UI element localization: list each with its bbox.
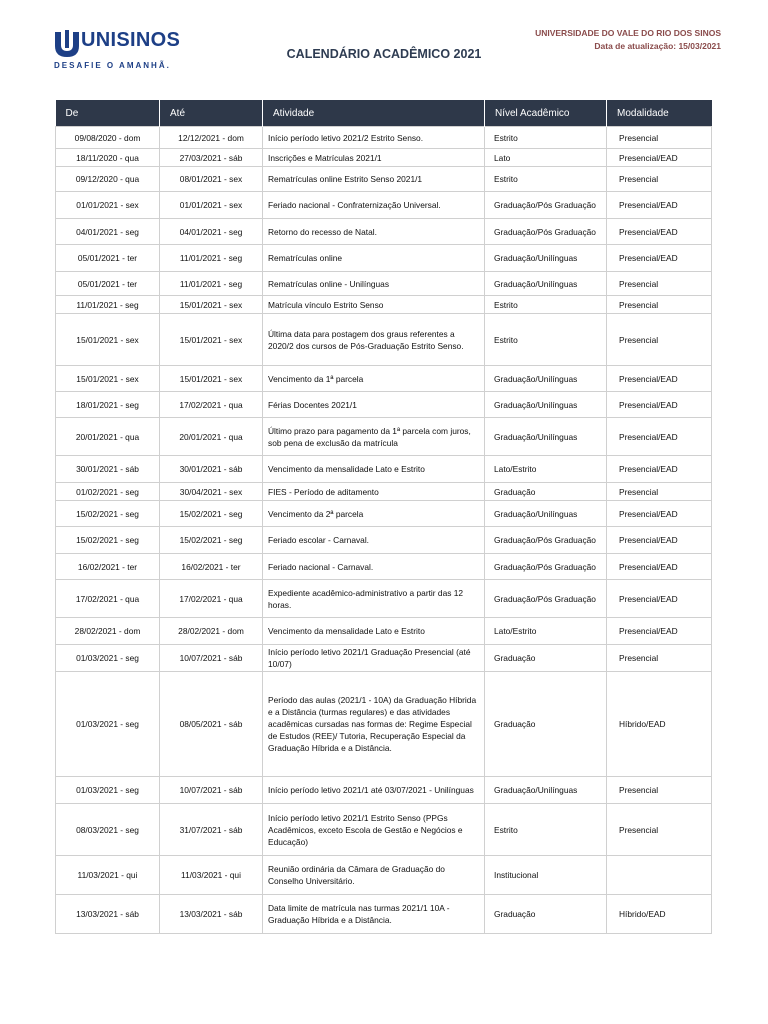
cell-nivel: Graduação/Unilínguas	[485, 501, 607, 527]
cell-atividade: Data limite de matrícula nas turmas 2021/1 10A - Graduação Híbrida e a Distância.	[263, 895, 485, 934]
table-row	[56, 777, 712, 804]
cell-modalidade: Presencial/EAD	[607, 418, 712, 456]
cell-atividade: Último prazo para pagamento da 1ª parcela com juros, sob pena de exclusão da matrícula	[263, 418, 485, 456]
logo-tagline: DESAFIE O AMANHÃ.	[54, 61, 171, 70]
cell-nivel: Lato/Estrito	[485, 618, 607, 645]
table-row	[56, 296, 712, 314]
table-row	[56, 501, 712, 527]
table-row	[56, 483, 712, 501]
cell-nivel: Graduação/Unilínguas	[485, 392, 607, 418]
table-row	[56, 645, 712, 672]
cell-atividade: Matrícula vínculo Estrito Senso	[263, 296, 485, 314]
cell-modalidade: Presencial/EAD	[607, 554, 712, 580]
cell-modalidade: Presencial	[607, 296, 712, 314]
cell-nivel: Institucional	[485, 856, 607, 895]
table-row	[56, 856, 712, 895]
cell-de: 13/03/2021 - sáb	[56, 895, 160, 934]
table-row	[56, 219, 712, 245]
cell-modalidade: Presencial/EAD	[607, 245, 712, 272]
cell-modalidade: Presencial	[607, 804, 712, 856]
column-header-ate: Até	[160, 100, 263, 127]
cell-ate: 13/03/2021 - sáb	[160, 895, 263, 934]
cell-nivel: Graduação/Pós Graduação	[485, 554, 607, 580]
cell-atividade: Feriado escolar - Carnaval.	[263, 527, 485, 554]
cell-de: 18/11/2020 - qua	[56, 149, 160, 167]
cell-nivel: Estrito	[485, 804, 607, 856]
cell-atividade: Vencimento da mensalidade Lato e Estrito	[263, 456, 485, 483]
cell-de: 01/03/2021 - seg	[56, 645, 160, 672]
cell-nivel: Graduação	[485, 483, 607, 501]
cell-modalidade: Presencial/EAD	[607, 456, 712, 483]
cell-nivel: Graduação/Unilínguas	[485, 777, 607, 804]
cell-de: 01/02/2021 - seg	[56, 483, 160, 501]
cell-modalidade: Presencial/EAD	[607, 192, 712, 219]
column-header-atividade: Atividade	[263, 100, 485, 127]
university-name: UNIVERSIDADE DO VALE DO RIO DOS SINOS	[535, 28, 721, 38]
table-row	[56, 527, 712, 554]
cell-nivel: Lato	[485, 149, 607, 167]
cell-nivel: Graduação/Unilínguas	[485, 272, 607, 296]
cell-nivel: Estrito	[485, 127, 607, 149]
cell-nivel: Graduação/Unilínguas	[485, 366, 607, 392]
table-row	[56, 245, 712, 272]
cell-ate: 16/02/2021 - ter	[160, 554, 263, 580]
cell-atividade: Última data para postagem dos graus referentes a 2020/2 dos cursos de Pós-Graduação Estrito Senso.	[263, 314, 485, 366]
cell-modalidade: Híbrido/EAD	[607, 672, 712, 777]
cell-ate: 27/03/2021 - sáb	[160, 149, 263, 167]
cell-de: 08/03/2021 - seg	[56, 804, 160, 856]
table-row	[56, 149, 712, 167]
table-header-row	[56, 100, 712, 127]
cell-ate: 17/02/2021 - qua	[160, 392, 263, 418]
cell-de: 15/01/2021 - sex	[56, 366, 160, 392]
cell-de: 20/01/2021 - qua	[56, 418, 160, 456]
cell-ate: 31/07/2021 - sáb	[160, 804, 263, 856]
cell-nivel: Graduação/Pós Graduação	[485, 580, 607, 618]
cell-ate: 15/02/2021 - seg	[160, 501, 263, 527]
cell-atividade: Vencimento da mensalidade Lato e Estrito	[263, 618, 485, 645]
cell-modalidade: Presencial/EAD	[607, 219, 712, 245]
cell-nivel: Estrito	[485, 167, 607, 192]
cell-nivel: Graduação	[485, 895, 607, 934]
cell-nivel: Graduação/Pós Graduação	[485, 192, 607, 219]
cell-ate: 15/01/2021 - sex	[160, 366, 263, 392]
cell-modalidade: Presencial/EAD	[607, 366, 712, 392]
cell-atividade: Início período letivo 2021/1 Graduação Presencial (até 10/07)	[263, 645, 485, 672]
cell-de: 17/02/2021 - qua	[56, 580, 160, 618]
table-row	[56, 672, 712, 777]
column-header-de: De	[56, 100, 160, 127]
cell-de: 05/01/2021 - ter	[56, 245, 160, 272]
cell-modalidade: Presencial	[607, 127, 712, 149]
cell-ate: 30/01/2021 - sáb	[160, 456, 263, 483]
cell-atividade: Rematrículas online Estrito Senso 2021/1	[263, 167, 485, 192]
table-row	[56, 456, 712, 483]
cell-nivel: Graduação/Unilínguas	[485, 418, 607, 456]
table-row	[56, 127, 712, 149]
cell-ate: 10/07/2021 - sáb	[160, 645, 263, 672]
cell-modalidade: Presencial	[607, 483, 712, 501]
cell-de: 28/02/2021 - dom	[56, 618, 160, 645]
cell-atividade: Feriado nacional - Confraternização Universal.	[263, 192, 485, 219]
cell-de: 01/03/2021 - seg	[56, 777, 160, 804]
cell-de: 15/01/2021 - sex	[56, 314, 160, 366]
cell-de: 09/12/2020 - qua	[56, 167, 160, 192]
cell-nivel: Estrito	[485, 296, 607, 314]
table-row	[56, 804, 712, 856]
cell-ate: 11/03/2021 - qui	[160, 856, 263, 895]
cell-nivel: Graduação/Unilínguas	[485, 245, 607, 272]
academic-calendar-table	[55, 100, 712, 934]
logo-wordmark: UNISINOS	[81, 29, 181, 51]
cell-ate: 08/05/2021 - sáb	[160, 672, 263, 777]
cell-atividade: Início período letivo 2021/1 Estrito Senso (PPGs Acadêmicos, exceto Escola de Gestão e Negócios e Educação)	[263, 804, 485, 856]
cell-modalidade: Presencial	[607, 777, 712, 804]
cell-nivel: Graduação/Pós Graduação	[485, 219, 607, 245]
column-header-nivel: Nível Acadêmico	[485, 100, 607, 127]
cell-atividade: Rematrículas online	[263, 245, 485, 272]
table-row	[56, 314, 712, 366]
page-title: CALENDÁRIO ACADÊMICO 2021	[286, 47, 482, 61]
cell-atividade: Início período letivo 2021/2 Estrito Senso.	[263, 127, 485, 149]
cell-de: 15/02/2021 - seg	[56, 501, 160, 527]
cell-ate: 11/01/2021 - seg	[160, 245, 263, 272]
cell-modalidade: Presencial/EAD	[607, 527, 712, 554]
cell-nivel: Estrito	[485, 314, 607, 366]
cell-ate: 04/01/2021 - seg	[160, 219, 263, 245]
cell-de: 15/02/2021 - seg	[56, 527, 160, 554]
cell-de: 16/02/2021 - ter	[56, 554, 160, 580]
cell-atividade: Retorno do recesso de Natal.	[263, 219, 485, 245]
cell-de: 09/08/2020 - dom	[56, 127, 160, 149]
table-row	[56, 554, 712, 580]
cell-atividade: Início período letivo 2021/1 até 03/07/2021 - Unilínguas	[263, 777, 485, 804]
table-row	[56, 192, 712, 219]
cell-modalidade: Híbrido/EAD	[607, 895, 712, 934]
cell-de: 11/01/2021 - seg	[56, 296, 160, 314]
cell-nivel: Graduação	[485, 645, 607, 672]
cell-atividade: Expediente acadêmico-administrativo a partir das 12 horas.	[263, 580, 485, 618]
table-row	[56, 272, 712, 296]
cell-ate: 11/01/2021 - seg	[160, 272, 263, 296]
update-date: Data de atualização: 15/03/2021	[594, 41, 721, 51]
cell-atividade: Período das aulas (2021/1 - 10A) da Graduação Híbrida e a Distância (turmas regulares) e das atividades acadêmicas cursadas nas formas de: Regime Especial de Estudos (REE)/ Tutoria, Recuperação Especial da Graduação Híbrida e a Distância.	[263, 672, 485, 777]
cell-atividade: Vencimento da 2ª parcela	[263, 501, 485, 527]
cell-de: 01/01/2021 - sex	[56, 192, 160, 219]
cell-modalidade: Presencial	[607, 167, 712, 192]
table-row	[56, 580, 712, 618]
table-row	[56, 895, 712, 934]
cell-atividade: FIES - Período de aditamento	[263, 483, 485, 501]
cell-de: 05/01/2021 - ter	[56, 272, 160, 296]
table-row	[56, 418, 712, 456]
cell-ate: 12/12/2021 - dom	[160, 127, 263, 149]
table-body	[56, 127, 712, 934]
cell-nivel: Graduação	[485, 672, 607, 777]
cell-ate: 15/01/2021 - sex	[160, 296, 263, 314]
cell-ate: 30/04/2021 - sex	[160, 483, 263, 501]
cell-ate: 28/02/2021 - dom	[160, 618, 263, 645]
table-row	[56, 392, 712, 418]
cell-modalidade: Presencial	[607, 314, 712, 366]
cell-atividade: Feriado nacional - Carnaval.	[263, 554, 485, 580]
cell-ate: 20/01/2021 - qua	[160, 418, 263, 456]
cell-modalidade: Presencial	[607, 645, 712, 672]
cell-de: 30/01/2021 - sáb	[56, 456, 160, 483]
cell-modalidade: Presencial/EAD	[607, 618, 712, 645]
cell-modalidade	[607, 856, 712, 895]
cell-atividade: Inscrições e Matrículas 2021/1	[263, 149, 485, 167]
cell-modalidade: Presencial/EAD	[607, 501, 712, 527]
cell-de: 11/03/2021 - qui	[56, 856, 160, 895]
cell-modalidade: Presencial	[607, 272, 712, 296]
cell-de: 01/03/2021 - seg	[56, 672, 160, 777]
cell-modalidade: Presencial/EAD	[607, 149, 712, 167]
cell-nivel: Lato/Estrito	[485, 456, 607, 483]
cell-ate: 01/01/2021 - sex	[160, 192, 263, 219]
cell-modalidade: Presencial/EAD	[607, 392, 712, 418]
cell-atividade: Férias Docentes 2021/1	[263, 392, 485, 418]
cell-ate: 08/01/2021 - sex	[160, 167, 263, 192]
cell-atividade: Vencimento da 1ª parcela	[263, 366, 485, 392]
cell-ate: 15/01/2021 - sex	[160, 314, 263, 366]
cell-atividade: Reunião ordinária da Câmara de Graduação do Conselho Universitário.	[263, 856, 485, 895]
cell-de: 04/01/2021 - seg	[56, 219, 160, 245]
column-header-modalidade: Modalidade	[607, 100, 712, 127]
table-row	[56, 618, 712, 645]
cell-ate: 15/02/2021 - seg	[160, 527, 263, 554]
university-info	[535, 27, 721, 53]
cell-nivel: Graduação/Pós Graduação	[485, 527, 607, 554]
cell-atividade: Rematrículas online - Unilínguas	[263, 272, 485, 296]
table-row	[56, 366, 712, 392]
cell-modalidade: Presencial/EAD	[607, 580, 712, 618]
cell-de: 18/01/2021 - seg	[56, 392, 160, 418]
cell-ate: 17/02/2021 - qua	[160, 580, 263, 618]
table-row	[56, 167, 712, 192]
cell-ate: 10/07/2021 - sáb	[160, 777, 263, 804]
